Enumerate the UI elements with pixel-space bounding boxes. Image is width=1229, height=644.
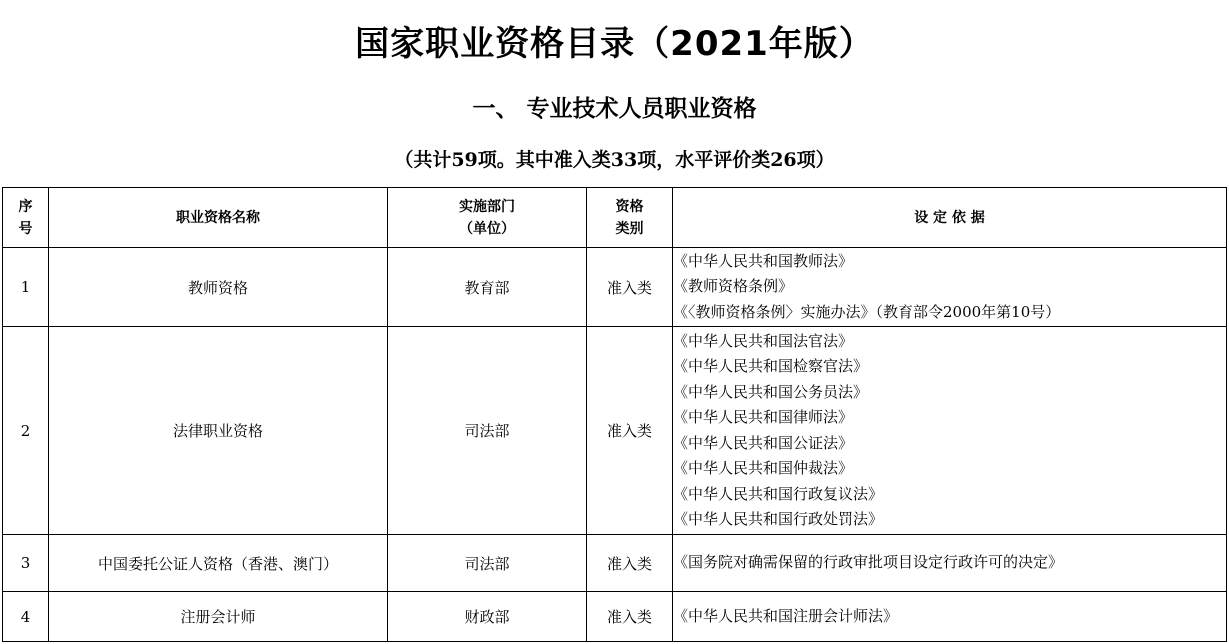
header-dept (388, 188, 587, 248)
summary-note: （共计59项。其中准入类33项，水平评价类26项） (394, 149, 835, 171)
header-category-line-1: 资格 (615, 198, 644, 215)
row-department: 司法部 (388, 327, 587, 535)
header-dept-line-1: 实施部门 (459, 198, 515, 215)
row-category: 准入类 (587, 248, 673, 327)
basis-item: 《中华人民共和国公务员法》 (673, 382, 869, 401)
header-dept-line-2: （单位） (459, 220, 515, 237)
header-category (587, 188, 673, 248)
basis-item: 《教师资格条例》 (673, 277, 794, 296)
row-category: 准入类 (587, 592, 673, 642)
row-qualification-name: 中国委托公证人资格（香港、澳门） (49, 535, 388, 592)
row-department: 财政部 (388, 592, 587, 642)
row-category: 准入类 (587, 327, 673, 535)
basis-item: 《中华人民共和国行政复议法》 (673, 484, 884, 503)
row-seq: 4 (3, 592, 49, 642)
row-basis (673, 535, 1227, 592)
table-row (3, 327, 1227, 535)
row-qualification-name: 教师资格 (49, 248, 388, 327)
table-header-row (3, 188, 1227, 248)
row-department: 司法部 (388, 535, 587, 592)
header-seq (3, 188, 49, 248)
row-category: 准入类 (587, 535, 673, 592)
row-qualification-name: 注册会计师 (49, 592, 388, 642)
table-row (3, 535, 1227, 592)
section-heading: 一、 专业技术人员职业资格 (472, 96, 757, 122)
basis-item: 《中华人民共和国仲裁法》 (673, 459, 854, 477)
row-department: 教育部 (388, 248, 587, 327)
basis-item: 《中华人民共和国公证法》 (673, 433, 854, 452)
basis-item: 《中华人民共和国行政处罚法》 (673, 510, 884, 528)
header-seq-line-1: 序 (18, 198, 33, 215)
row-seq: 3 (3, 535, 49, 592)
table-row (3, 248, 1227, 327)
row-basis (673, 592, 1227, 642)
row-basis (673, 327, 1227, 535)
row-seq: 1 (3, 248, 49, 327)
basis-item: 《中华人民共和国注册会计师法》 (673, 606, 899, 625)
basis-item: 《中华人民共和国律师法》 (673, 408, 854, 426)
basis-item: 《中华人民共和国法官法》 (673, 331, 854, 350)
qualification-table (2, 187, 1227, 642)
row-basis (673, 248, 1227, 327)
header-seq-line-2: 号 (18, 220, 33, 237)
header-name: 职业资格名称 (49, 188, 388, 248)
row-seq: 2 (3, 327, 49, 535)
basis-item: 《中华人民共和国检察官法》 (673, 357, 869, 375)
row-qualification-name: 法律职业资格 (49, 327, 388, 535)
basis-item: 《〈教师资格条例〉实施办法》（教育部令2000年第10号） (673, 302, 1061, 321)
basis-item: 《国务院对确需保留的行政审批项目设定行政许可的决定》 (673, 553, 1064, 572)
document-title: 国家职业资格目录（2021年版） (355, 24, 874, 64)
header-category-line-2: 类别 (615, 220, 644, 237)
table-row (3, 592, 1227, 642)
header-basis: 设 定 依 据 (673, 188, 1227, 248)
basis-item: 《中华人民共和国教师法》 (673, 251, 854, 270)
